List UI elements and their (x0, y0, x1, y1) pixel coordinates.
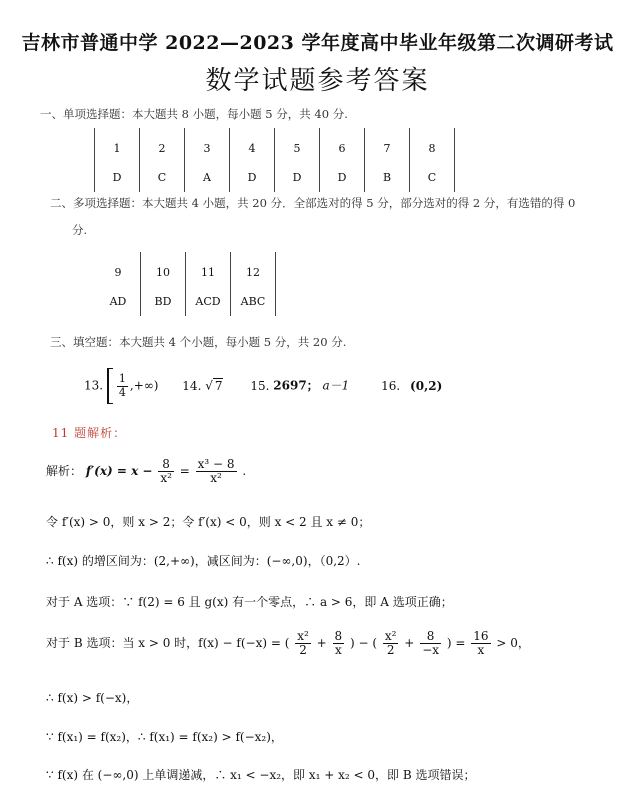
expr-part: 对于 B 选项：当 x > 0 时，f(x) − f(−x) = ( (46, 636, 290, 651)
table-cell: 11 (186, 252, 231, 287)
table-cell: 5 (275, 128, 320, 163)
q15-tail: a－1 (322, 378, 350, 393)
solution-line-2: 令 f′(x) > 0，则 x > 2；令 f′(x) < 0，则 x < 2 且 x ≠ 0； (46, 515, 371, 529)
table-cell: C (140, 163, 185, 192)
solution-line-3: ∴ f(x) 的增区间为：(2,+∞)，减区间为：(−∞,0)，（0,2）. (46, 554, 361, 568)
fraction: $\frac{\text{x²}}{2}$ (384, 629, 397, 658)
q14-label: 14. (182, 378, 202, 393)
table-cell: 7 (365, 128, 410, 163)
table-cell: 1 (95, 128, 140, 163)
plus: + (404, 636, 415, 651)
table-cell: C (410, 163, 455, 192)
table-cell: 3 (185, 128, 230, 163)
fraction: $\frac{8}{-x}$ (422, 629, 440, 658)
section2-answer-table (96, 252, 276, 316)
table-cell: 4 (230, 128, 275, 163)
q13-fraction: $\frac{1}{4}$ (118, 372, 126, 399)
expr-part: > 0， (496, 636, 530, 651)
section2-heading-cont: 分. (72, 223, 88, 237)
document-title: 吉林市普通中学 2022—2023 学年度高中毕业年级第二次调研考试 (21, 32, 614, 54)
expr-part: ) = (446, 636, 466, 651)
q16-value: (0,2) (410, 378, 443, 393)
section3-heading: 三、填空题：本大题共 4 个小题，每小题 5 分，共 20 分. (50, 335, 347, 349)
period: . (242, 464, 247, 479)
table-cell: BD (141, 287, 186, 316)
plus: + (316, 636, 327, 651)
q13-label: 13. (84, 378, 104, 393)
table-cell: 2 (140, 128, 185, 163)
section1-heading: 一、单项选择题：本大题共 8 小题，每小题 5 分，共 40 分. (40, 107, 348, 121)
table-row-numbers (95, 128, 455, 163)
fraction: $\frac{8}{x}$ (334, 629, 343, 658)
left-bracket (107, 368, 113, 404)
table-cell: D (230, 163, 275, 192)
fraction: $\frac{8}{\text{x²}}$ (160, 457, 172, 486)
table-cell: A (185, 163, 230, 192)
table-cell: ABC (231, 287, 276, 316)
expr-part: ) − ( (350, 636, 378, 651)
fraction: $\frac{16}{x}$ (473, 629, 489, 658)
document-subtitle: 数学试题参考答案 (205, 66, 430, 96)
solution-line-7: ∵ f(x₁) = f(x₂)，∴ f(x₁) = f(x₂) > f(−x₂)， (46, 730, 283, 744)
equals: = (179, 464, 190, 479)
table-cell: 9 (114, 266, 122, 279)
table-cell: 10 (141, 252, 186, 287)
table-cell: AD (109, 295, 127, 308)
q13-tail: ,+∞) (129, 378, 159, 393)
table-row-numbers (96, 252, 276, 287)
fraction: $\frac{\text{x²}}{2}$ (297, 629, 309, 658)
table-cell: 8 (410, 128, 455, 163)
solution-line-8: ∵ f(x) 在 (−∞,0) 上单调递减，∴ x₁ < −x₂，即 x₁ + x₂ < 0，即 B 选项错误； (46, 768, 476, 782)
section2-heading: 二、多项选择题：本大题共 4 小题，共 20 分．全部选对的得 5 分，部分选对的得 2 分，有选错的得 0 (50, 196, 576, 210)
table-cell: D (275, 163, 320, 192)
q15-label: 15. (250, 378, 270, 393)
q16-label: 16. (381, 378, 401, 393)
table-row-answers (95, 163, 455, 192)
sqrt-icon: √ (205, 378, 213, 393)
table-cell: ACD (186, 287, 231, 316)
solution-line-5 (46, 630, 530, 657)
q14-value: 7 (214, 378, 223, 393)
derivative-expr: f′(x) = x − (85, 464, 153, 479)
table-cell: 12 (231, 252, 276, 287)
table-cell: D (95, 163, 140, 192)
solution-line-1 (46, 458, 246, 485)
table-cell: D (320, 163, 365, 192)
fill-answers-row (84, 368, 442, 404)
table-row-answers (96, 287, 276, 316)
section1-answer-table (94, 128, 455, 192)
fraction: $\frac{\text{x³ − 8}}{\text{x²}}$ (197, 457, 235, 486)
solution-heading: 11 题解析： (52, 426, 127, 440)
q15-value: 2697； (273, 378, 319, 393)
table-cell: B (365, 163, 410, 192)
table-cell: 6 (320, 128, 365, 163)
solution-line-4: 对于 A 选项：∵ f(2) = 6 且 g(x) 有一个零点，∴ a > 6，即 A 选项正确； (46, 595, 453, 609)
solution-prefix: 解析： (46, 464, 83, 479)
solution-line-6: ∴ f(x) > f(−x)， (46, 691, 139, 705)
